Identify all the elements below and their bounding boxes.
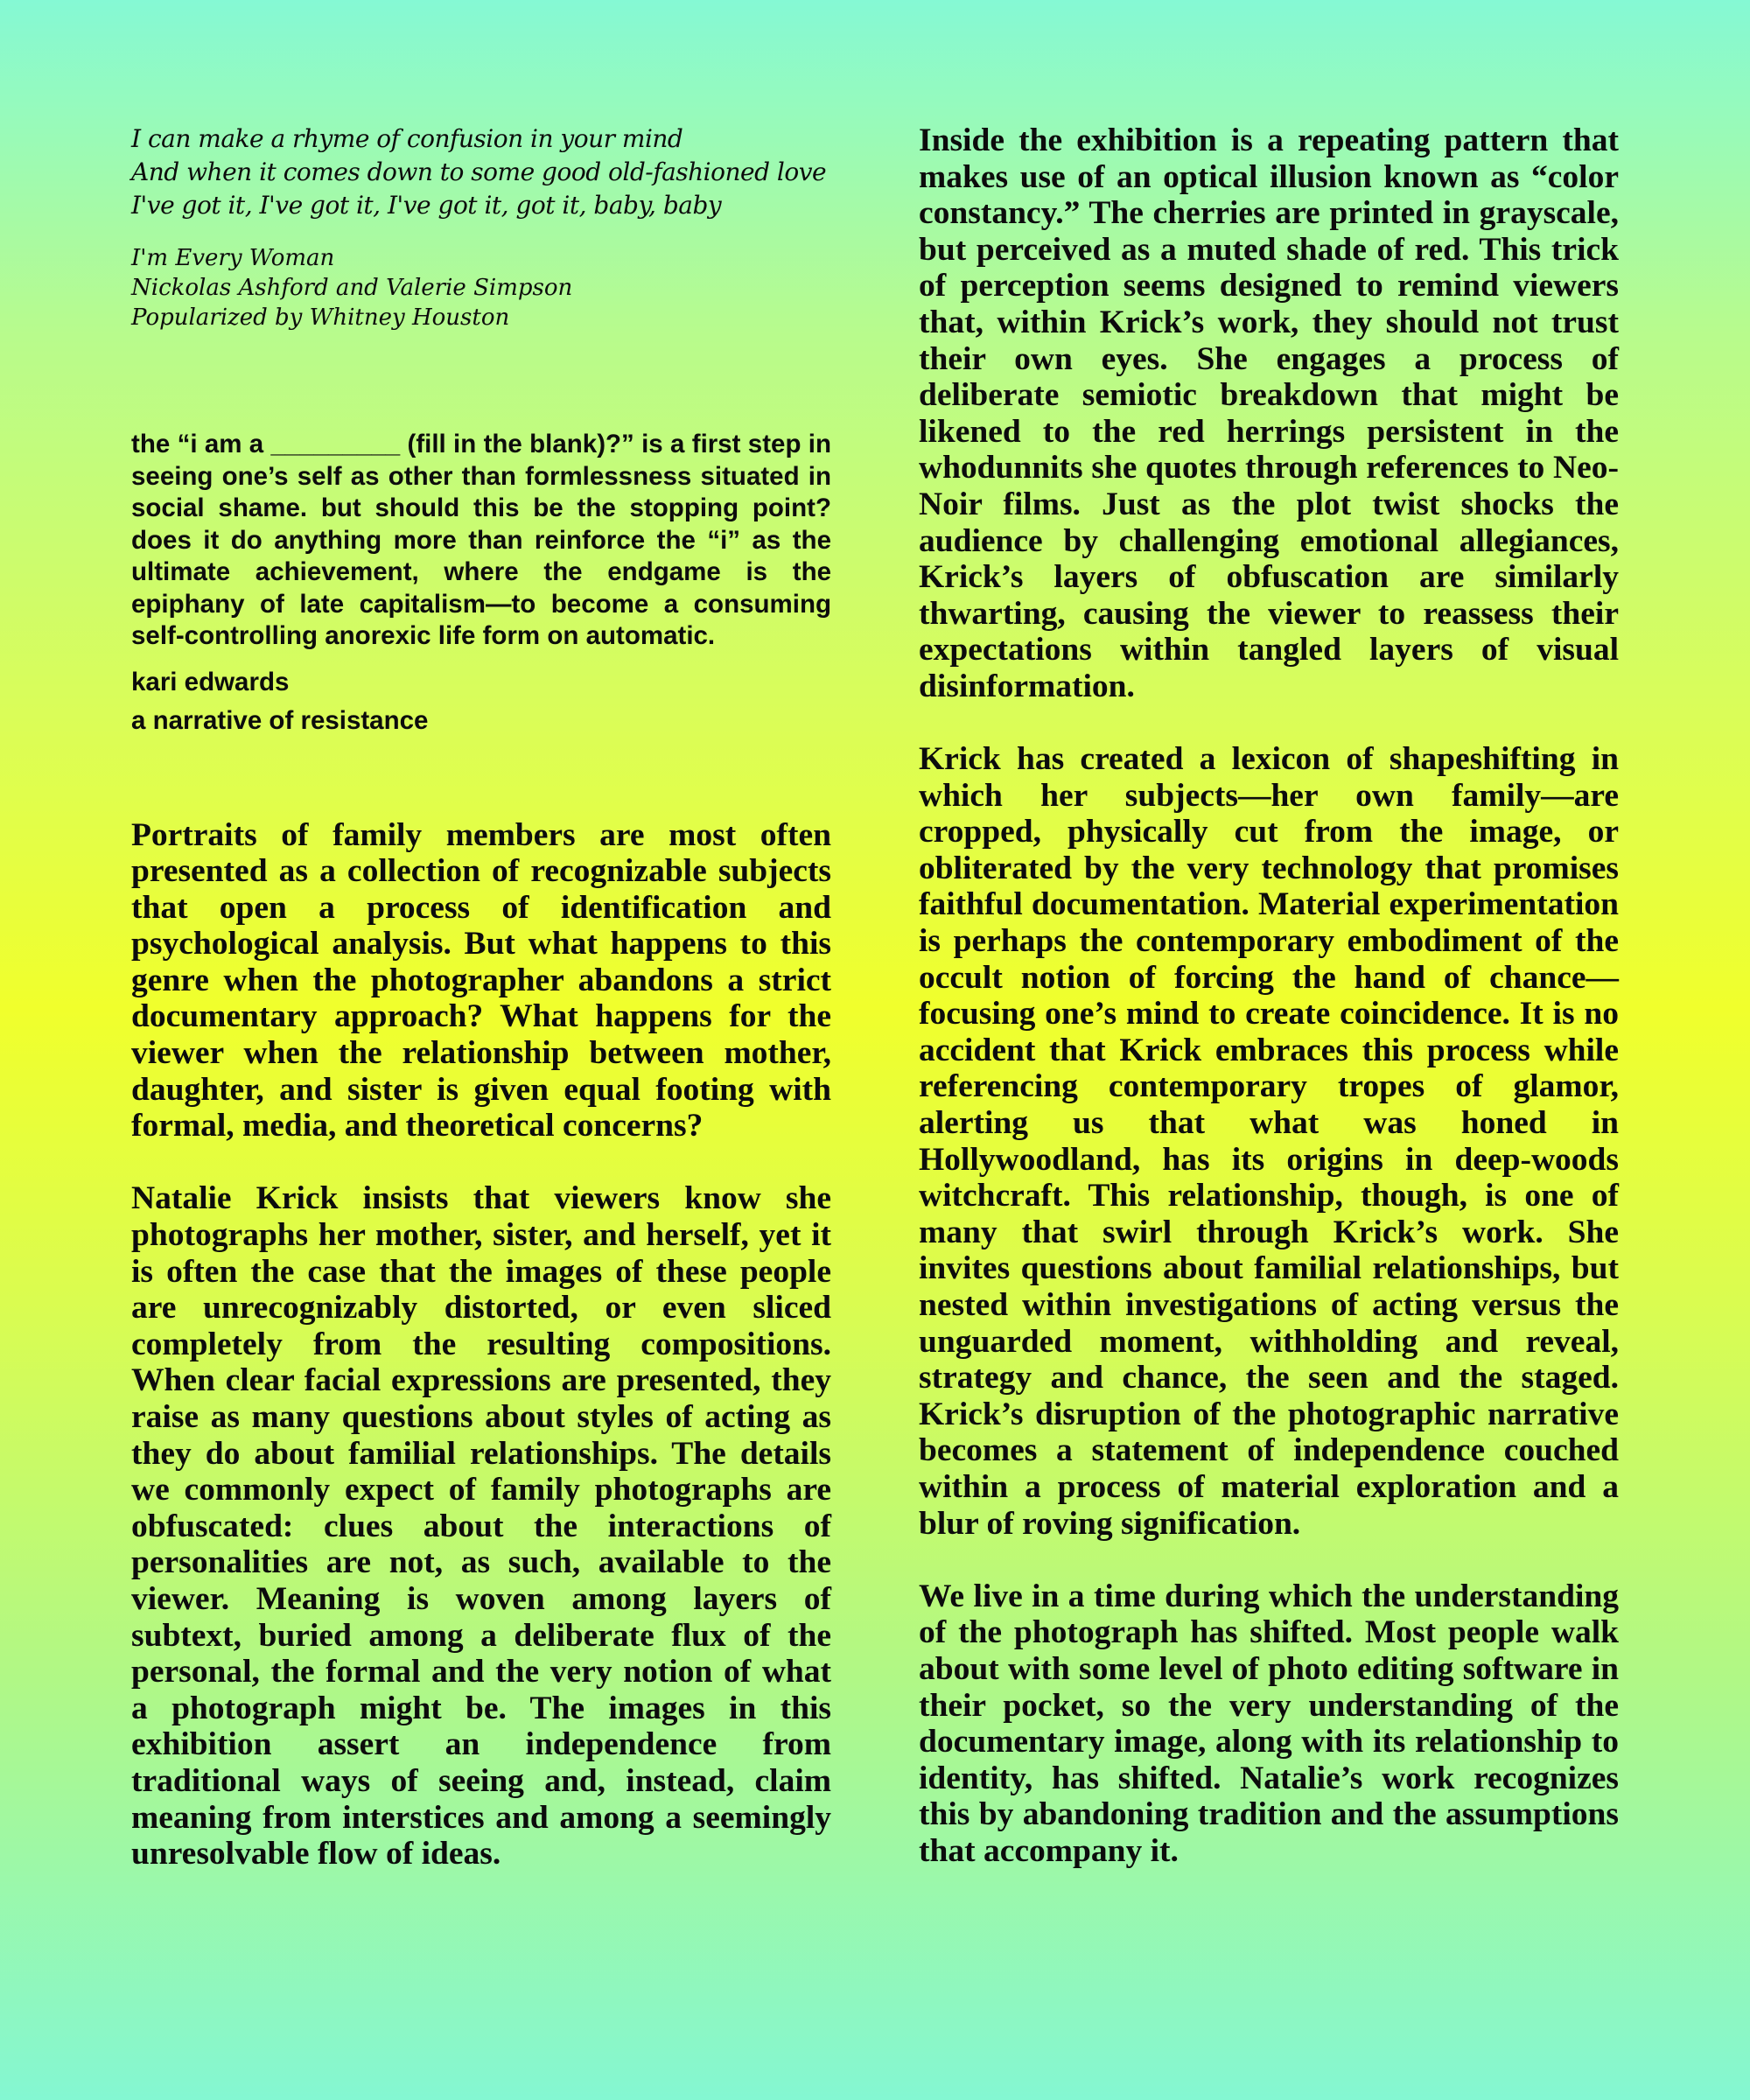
- quote-text: the “i am a _________ (fill in the blank)?” is a first step in seeing one’s self as other than formlessness situated in social shame. but should this be the stopping point? does it do anything more than reinforce the “i” as the ultimate achievement, where the endgame is the epiphany of late capitalism—to become a consuming self-controlling anorexic life form on automatic.: [131, 430, 831, 650]
- lyric-line: I've got it, I've got it, I've got it, got it, baby, baby: [131, 191, 722, 220]
- essay-paragraph: We live in a time during which the understanding of the photograph has shifted. Most people walk about with some level of photo editing software in their pocket, so the very understanding of the documentary image, along with its relationship to identity, has shifted. Natalie’s work recognizes this by abandoning tradition and the assumptions that accompany it.: [919, 1578, 1619, 1869]
- song-performer: Popularized by Whitney Houston: [131, 304, 510, 331]
- song-lyric-epigraph: [131, 122, 831, 222]
- lyric-line: And when it comes down to some good old-fashioned love: [131, 158, 827, 186]
- quote-block: [131, 429, 831, 737]
- song-writers: Nickolas Ashford and Valerie Simpson: [131, 275, 573, 301]
- essay-paragraph: Krick has created a lexicon of shapeshifting in which her subjects—her own family—are cropped, physically cut from the image, or obliterated by the very technology that promises faithful documentation. Material experimentation is perhaps the contemporary embodiment of the occult notion of forcing the hand of chance—focusing one’s mind to create coincidence. It is no accident that Krick embraces this process while referencing contemporary tropes of glamor, alerting us that what was honed in Hollywoodland, has its origins in deep-woods witchcraft. This relationship, though, is one of many that swirl through Krick’s work. She invites questions about familial relationships, but nested within investigations of acting versus the unguarded moment, withholding and reveal, strategy and chance, the seen and the staged. Krick’s disruption of the photographic narrative becomes a statement of independence couched within a process of material exploration and a blur of roving signification.: [919, 741, 1619, 1542]
- epigraph-credit: [131, 243, 831, 332]
- song-title: I'm Every Woman: [131, 245, 335, 271]
- right-column: [919, 122, 1619, 1870]
- lyric-line: I can make a rhyme of confusion in your mind: [131, 124, 683, 153]
- essay-paragraph: Portraits of family members are most often presented as a collection of recognizable subjects that open a process of identification and psychological analysis. But what happens to this genre when the photographer abandons a strict documentary approach? What happens for the viewer when the relationship between mother, daughter, and sister is given equal footing with formal, media, and theoretical concerns?: [131, 816, 831, 1144]
- essay-paragraph: Natalie Krick insists that viewers know she photographs her mother, sister, and herself, yet it is often the case that the images of these people are unrecognizably distorted, or even sliced completely from the resulting compositions. When clear facial expressions are presented, they raise as many questions about styles of acting as they do about familial relationships. The details we commonly expect of family photographs are obfuscated: clues about the interactions of personalities are not, as such, available to the viewer. Meaning is woven among layers of subtext, buried among a deliberate flux of the personal, the formal and the very notion of what a photograph might be. The images in this exhibition assert an independence from traditional ways of seeing and, instead, claim meaning from interstices and among a seemingly unresolvable flow of ideas.: [131, 1180, 831, 1872]
- quote-source: a narrative of resistance: [131, 705, 429, 735]
- essay-left-body: [131, 817, 831, 1872]
- quote-author: kari edwards: [131, 667, 290, 696]
- left-column: [131, 122, 831, 1872]
- essay-paragraph: Inside the exhibition is a repeating pattern that makes use of an optical illusion known as “color constancy.” The cherries are printed in grayscale, but perceived as a muted shade of red. This trick of perception seems designed to remind viewers that, within Krick’s work, they should not trust their own eyes. She engages a process of deliberate semiotic breakdown that might be likened to the red herrings persistent in the whodunnits she quotes through references to Neo-Noir films. Just as the plot twist shocks the audience by challenging emotional allegiances, Krick’s layers of obfuscation are similarly thwarting, causing the viewer to reassess their expectations within tangled layers of visual disinformation.: [919, 122, 1619, 704]
